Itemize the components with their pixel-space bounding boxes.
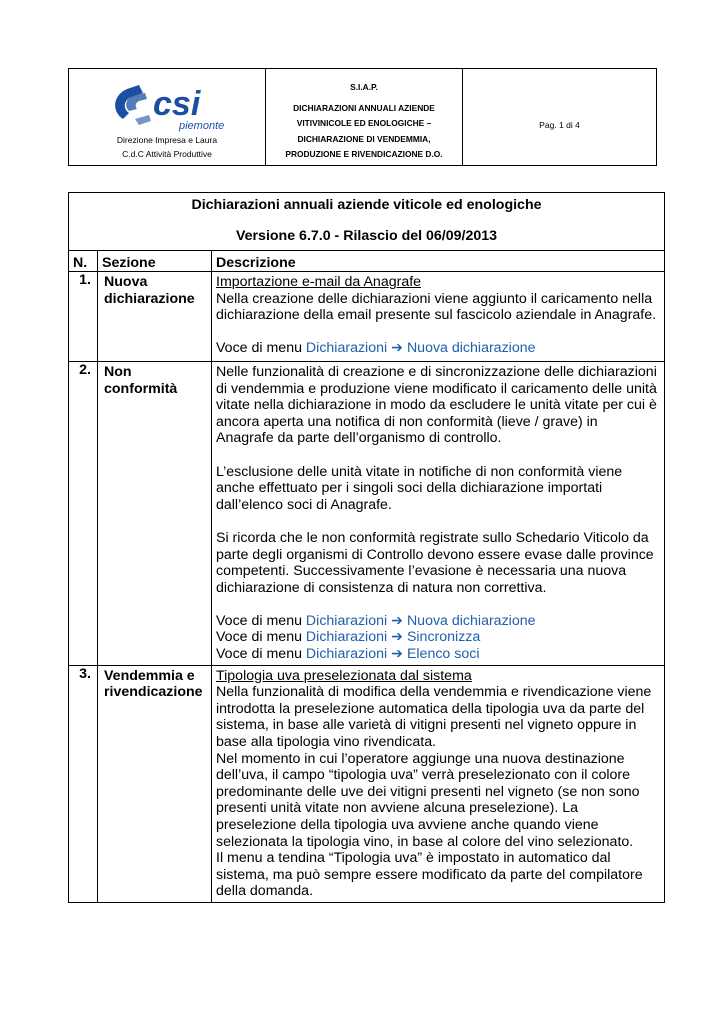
arrow-right-icon: ➔ xyxy=(391,612,403,629)
csi-piemonte-logo xyxy=(109,79,229,134)
logo-cell xyxy=(69,69,266,166)
row-number: 2. xyxy=(69,361,98,665)
row-paragraph: L’esclusione delle unità vitate in notifiche di non conformità viene anche effettuato per i singoli soci della dichiarazione importati dall’elenco soci di Anagrafe. xyxy=(216,463,623,513)
menu-link[interactable]: Dichiarazioni xyxy=(305,629,388,646)
menu-link[interactable]: Dichiarazioni xyxy=(305,646,388,663)
table-row xyxy=(69,272,665,362)
release-notes-table xyxy=(68,192,665,903)
row-section: Vendemmia e rivendicazione xyxy=(98,665,212,902)
row-paragraph: Nella funzionalità di modifica della vendemmia e rivendicazione viene introdotta la preselezione automatica della tipologia uva da parte del sistema, in base alle varietà di vitigni presenti nel vigneto oppure in base alla tipologia vino rivendicata. xyxy=(216,684,652,751)
menu-link[interactable]: Dichiarazioni xyxy=(305,612,388,629)
header-title-cell xyxy=(266,69,463,166)
doc-title: Dichiarazioni annuali aziende viticole ed enologiche xyxy=(191,197,542,213)
row-paragraph: Il menu a tendina “Tipologia uva” è impostato in automatico dal sistema, ma può sempre essere modificato da parte del compilatore della domanda. xyxy=(216,850,643,900)
doc-title-line-4: PRODUZIONE E RIVENDICAZIONE D.O. xyxy=(285,149,443,159)
menu-path: Voce di menu Dichiarazioni ➔ Nuova dichiarazione xyxy=(216,340,536,357)
logo-subtitle-2: C.d.C Attività Produttive xyxy=(122,149,212,159)
row-paragraph: Nel momento in cui l’operatore aggiunge una nuova destinazione dell’uva, il campo “tipologia uva” verrà preselezionato con il colore predominante delle uve dei vitigni presenti nel vigneto (se non sono presenti unità vitate non avviene alcuna preselezione). La preselezione della tipologia uva avviene anche quando viene selezionata la tipologia vino, in base al colore del vino selezionato. xyxy=(216,750,640,850)
document-header xyxy=(68,68,657,166)
arrow-right-icon: ➔ xyxy=(391,646,403,663)
menu-path: Voce di menu Dichiarazioni ➔ Elenco soci xyxy=(216,646,480,663)
page-number: Pag. 1 di 4 xyxy=(539,120,580,130)
menu-path: Voce di menu Dichiarazioni ➔ Sincronizza xyxy=(216,629,481,646)
doc-version: Versione 6.7.0 - Rilascio del 06/09/2013 xyxy=(235,228,498,244)
doc-title-line-3: DICHIARAZIONE DI VENDEMMIA, xyxy=(297,133,431,144)
menu-path: Voce di menu Dichiarazioni ➔ Nuova dichiarazione xyxy=(216,612,536,629)
doc-title-line-2: VITIVINICOLE ED ENOLOGICHE – xyxy=(296,118,432,128)
col-header-num: N. xyxy=(69,251,98,272)
table-header-row xyxy=(69,251,665,272)
arrow-right-icon: ➔ xyxy=(391,629,403,646)
menu-link[interactable]: Sincronizza xyxy=(406,629,481,646)
menu-link[interactable]: Nuova dichiarazione xyxy=(406,340,536,357)
row-paragraph: Nelle funzionalità di creazione e di sincronizzazione delle dichiarazioni di vendemmia e produzione viene modificato il caricamento delle unità vitate nella dichiarazione in modo da escludere le unità vitate per cui è ancora aperta una notifica di non conformità (lieve / grave) in Anagrafe da parte dell’organismo di controllo. xyxy=(216,363,657,447)
system-name: S.I.A.P. xyxy=(350,82,378,92)
col-header-section: Sezione xyxy=(98,251,212,272)
table-row xyxy=(69,665,665,902)
row-heading: Importazione e-mail da Anagrafe xyxy=(216,274,422,290)
row-text: Nella creazione delle dichiarazioni viene aggiunto il caricamento nella dichiarazione della email presente sul fascicolo aziendale in Anagrafe. xyxy=(216,290,657,324)
table-row xyxy=(69,361,665,665)
row-section: Non conformità xyxy=(98,361,212,665)
row-description xyxy=(212,665,665,902)
doc-title-line-1: DICHIARAZIONI ANNUALI AZIENDE xyxy=(293,102,435,113)
row-description xyxy=(212,361,665,665)
row-paragraph: Si ricorda che le non conformità registrate sullo Schedario Viticolo da parte degli organismi di Controllo devono essere evase dalle province competenti. Successivamente l’evasione è necessaria una nuova dichiarazione di consistenza di natura non correttiva. xyxy=(216,529,654,596)
row-section: Nuova dichiarazione xyxy=(98,272,212,362)
logo-subtitle-1: Direzione Impresa e Laura xyxy=(116,135,218,145)
menu-link[interactable]: Elenco soci xyxy=(406,646,480,663)
col-header-description: Descrizione xyxy=(212,251,665,272)
menu-link[interactable]: Nuova dichiarazione xyxy=(406,612,536,629)
row-number: 3. xyxy=(69,665,98,902)
logo-tag: piemonte xyxy=(179,120,225,132)
page-number-cell xyxy=(463,69,657,166)
row-heading: Tipologia uva preselezionata dal sistema xyxy=(216,667,472,684)
menu-link[interactable]: Dichiarazioni xyxy=(305,340,388,357)
row-description xyxy=(212,272,665,362)
doc-title-cell xyxy=(69,193,665,251)
logo-text: csi xyxy=(153,85,201,123)
row-number: 1. xyxy=(69,272,98,362)
arrow-right-icon: ➔ xyxy=(391,340,403,357)
